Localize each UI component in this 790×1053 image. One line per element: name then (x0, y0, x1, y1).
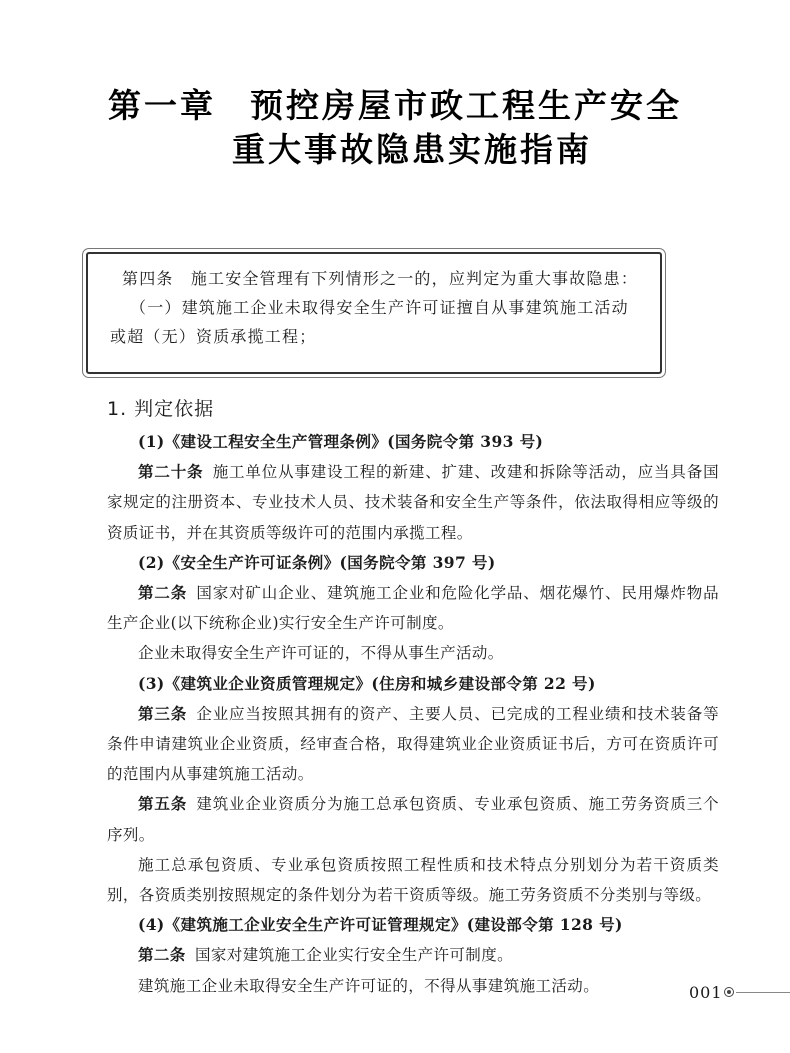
paragraph (107, 971, 719, 1001)
paragraph-text: 企业应当按照其拥有的资产、主要人员、已完成的工程业绩和技术装备等条件申请建筑业企业资质，经审查合格，取得建筑业企业资质证书后，方可在资质许可的范围内从事建筑施工活动。 (107, 704, 719, 784)
paragraph-text: 施工总承包资质、专业承包资质按照工程性质和技术特点分别划分为若干资质类别，各资质类别按照规定的条件划分为若干资质等级。施工劳务资质不分类别与等级。 (107, 855, 719, 905)
paragraph (107, 789, 719, 849)
paragraph (107, 638, 719, 668)
reference-title: (1)《建设工程安全生产管理条例》(国务院令第 393 号) (138, 432, 544, 451)
clause-intro (110, 264, 644, 293)
clause-item1: （一）建筑施工企业未取得安全生产许可证擅自从事建筑施工活动或超（无）资质承揽工程； (110, 298, 629, 346)
chapter-title-line1 (0, 84, 790, 128)
article-label: 第五条 (138, 794, 188, 814)
chapter-title (0, 84, 790, 172)
article-label: 第三条 (138, 703, 188, 723)
paragraph-text: 建筑业企业资质分为施工总承包资质、专业承包资质、施工劳务资质三个序列。 (107, 795, 719, 844)
reference-title: (3)《建筑业企业资质管理规定》(住房和城乡建设部令第 22 号) (138, 673, 596, 693)
article-label: 第二十条 (138, 462, 204, 482)
clause-line1: 施工安全管理有下列情形之一的，应判定为重大事故隐患： (190, 269, 639, 288)
article-label: 第二条 (138, 945, 186, 965)
chapter-number: 第一章 (108, 86, 216, 125)
paragraph-text: 国家对矿山企业、建筑施工企业和危险化学品、烟花爆竹、民用爆炸物品生产企业(以下统称企业)实行安全生产许可制度。 (107, 584, 719, 633)
page-number: 001 (689, 983, 723, 1002)
section-heading: 1. 判定依据 (107, 398, 215, 420)
paragraph (107, 940, 719, 970)
reference-title: (2)《安全生产许可证条例》(国务院令第 397 号) (138, 552, 496, 572)
body-content (107, 427, 719, 1001)
paragraph (107, 699, 719, 790)
footer-divider (736, 992, 790, 993)
paragraph (107, 457, 719, 548)
clause-article: 第四条 (122, 269, 174, 288)
paragraph-text: 建筑施工企业未取得安全生产许可证的，不得从事建筑施工活动。 (138, 976, 600, 995)
paragraph (107, 578, 719, 638)
article-label: 第二条 (138, 583, 188, 603)
paragraph-text: 企业未取得安全生产许可证的，不得从事生产活动。 (138, 644, 504, 663)
chapter-title-text: 预控房屋市政工程生产安全 (250, 86, 682, 125)
paragraph-text: 国家对建筑施工企业实行安全生产许可制度。 (195, 946, 514, 965)
reference-title: (4)《建筑施工企业安全生产许可证管理规定》(建设部令第 128 号) (138, 915, 623, 935)
page-marker-icon (724, 987, 734, 997)
clause-box (86, 252, 662, 374)
paragraph-text: 施工单位从事建设工程的新建、扩建、改建和拆除等活动，应当具备国家规定的注册资本、专业技术人员、技术装备和安全生产等条件，依法取得相应等级的资质证书，并在其资质等级许可的范围内承揽工程。 (107, 463, 719, 542)
chapter-title-line2: 重大事故隐患实施指南 (232, 130, 592, 169)
paragraph (107, 850, 719, 910)
